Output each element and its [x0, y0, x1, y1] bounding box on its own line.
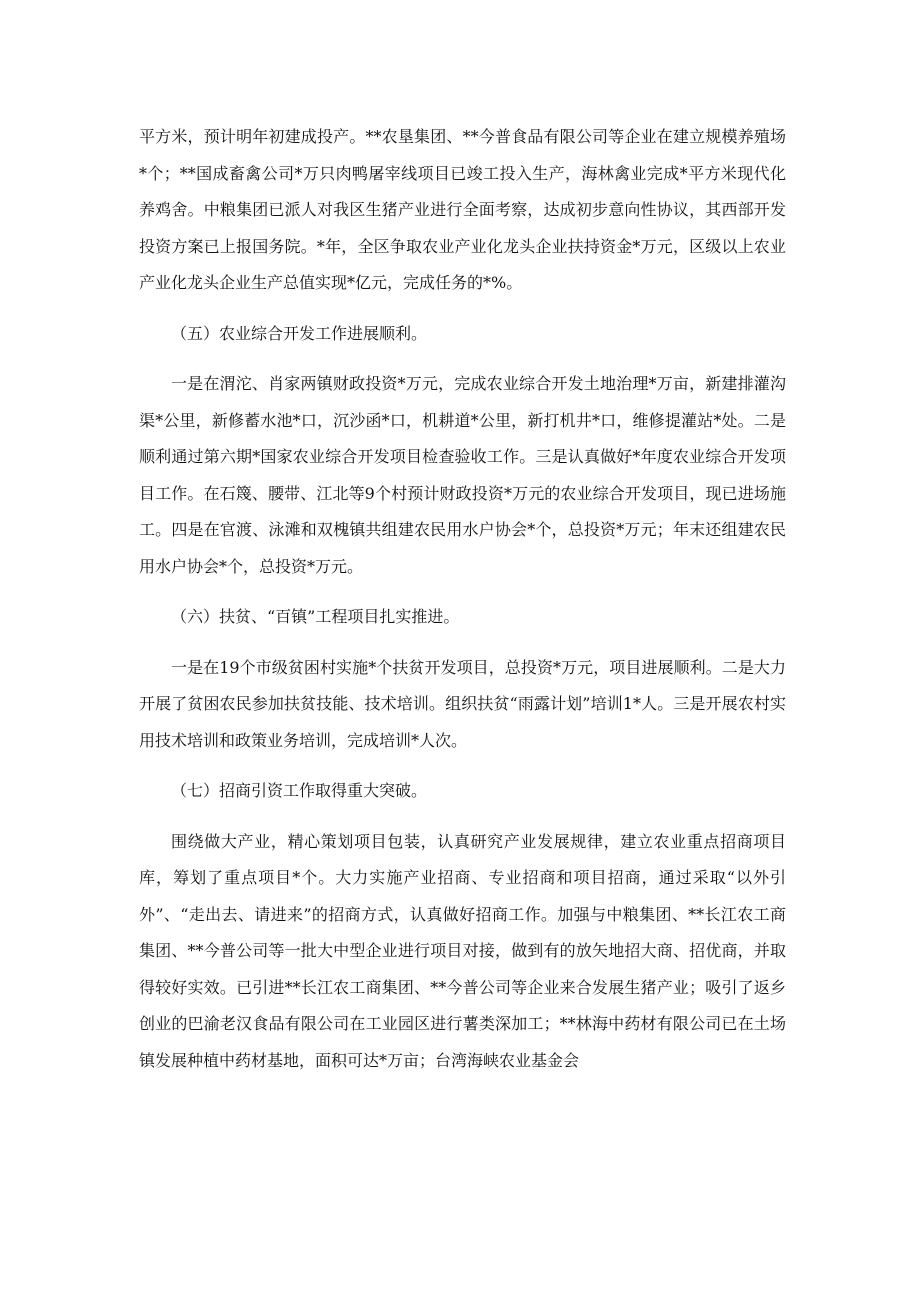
document-body	[139, 119, 786, 1079]
paragraph-gap	[139, 352, 786, 366]
paragraph-gap	[139, 585, 786, 599]
paragraph-gap	[139, 302, 786, 316]
paragraph-poverty-alleviation: 一是在19个市级贫困村实施*个扶贫开发项目，总投资*万元，项目进展顺利。二是大力开展了贫困农民参加扶贫技能、技术培训。组织扶贫“雨露计划”培训1*人。三是开展农村实用技术培训和政策业务培训，完成培训*人次。	[139, 657, 786, 750]
paragraph-comprehensive-development: 一是在渭沱、肖家两镇财政投资*万元，完成农业综合开发土地治理*万亩，新建排灌沟渠*公里，新修蓄水池*口，沉沙函*口，机耕道*公里，新打机井*口，维修提灌站*处。二是顺利通过第六期*国家农业综合开发项目检查验收工作。三是认真做好*年度农业综合开发项目工作。在石篾、腰带、江北等9个村预计财政投资*万元的农业综合开发项目，现已进场施工。四是在官渡、泳滩和双槐镇共组建农民用水户协会*个，总投资*万元；年末还组建农民用水户协会*个，总投资*万元。	[139, 374, 786, 576]
paragraph-investment-attraction: 围绕做大产业，精心策划项目包装，认真研究产业发展规律，建立农业重点招商项目库，筹划了重点项目*个。大力实施产业招商、专业招商和项目招商，通过采取“以外引外”、“走出去、请进来”的招商方式，认真做好招商工作。加强与中粮集团、**长江农工商集团、**今普公司等一批大中型企业进行项目对接，做到有的放矢地招大商、招优商，并取得较好实效。已引进**长江农工商集团、**今普公司等企业来合发展生猪产业；吸引了返乡创业的巴渝老汉食品有限公司在工业园区进行薯类深加工；**林海中药材有限公司已在土场镇发展种植中药材基地，面积可达*万亩；台湾海峡农业基金会	[139, 831, 786, 1070]
paragraph-livestock-summary: 平方米，预计明年初建成投产。**农垦集团、**今普食品有限公司等企业在建立规模养殖场*个；**国成畜禽公司*万只肉鸭屠宰线项目已竣工投入生产，海林禽业完成*平方米现代化养鸡舍。中粮集团已派人对我区生猪产业进行全面考察，达成初步意向性协议，其西部开发投资方案已上报国务院。*年，全区争取农业产业化龙头企业扶持资金*万元，区级以上农业产业化龙头企业生产总值实现*亿元，完成任务的*%。	[139, 127, 786, 292]
section-heading-7: （七）招商引资工作取得重大突破。	[171, 781, 428, 800]
paragraph-gap	[139, 636, 786, 650]
paragraph-gap	[139, 759, 786, 773]
section-heading-6: （六）扶贫、“百镇”工程项目扎实推进。	[171, 607, 460, 626]
paragraph-gap	[139, 810, 786, 824]
section-heading-5: （五）农业综合开发工作进展顺利。	[171, 323, 428, 343]
